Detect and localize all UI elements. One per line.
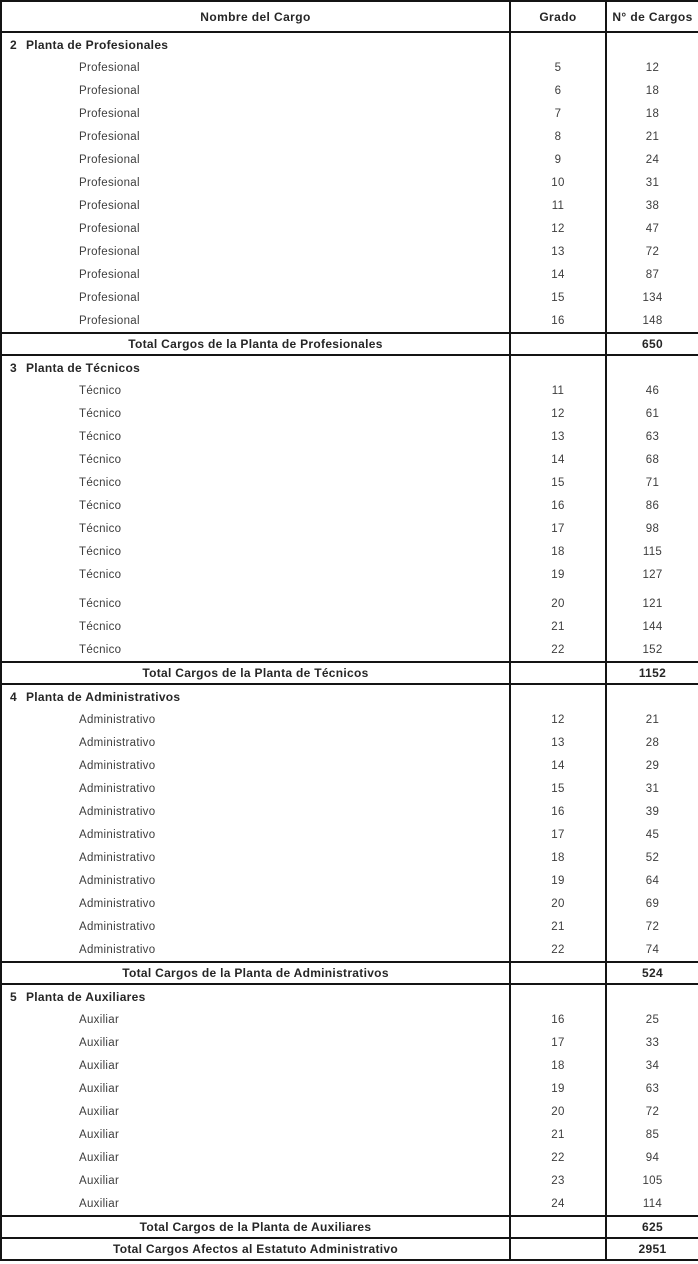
cargo-name-cell: Técnico: [79, 597, 122, 610]
num-cargos-cell: 52: [606, 846, 698, 869]
section-header-row: [1, 32, 698, 56]
num-cargos-cell: 18: [606, 79, 698, 102]
grado-cell: 11: [510, 194, 606, 217]
cargo-name-cell: Profesional: [79, 222, 140, 235]
num-cargos-cell: 105: [606, 1169, 698, 1192]
num-cargos-cell: 46: [606, 379, 698, 402]
cargo-name-cell: Técnico: [79, 568, 122, 581]
cargo-name-cell: Administrativo: [79, 759, 156, 772]
table-row: [1, 402, 698, 425]
section-total-row: [1, 333, 698, 355]
section-total-row: [1, 962, 698, 984]
col-header-nombre-del-cargo: Nombre del Cargo: [1, 1, 510, 32]
cargo-name-cell: Administrativo: [79, 920, 156, 933]
section-header-row: [1, 355, 698, 379]
table-row: [1, 1031, 698, 1054]
table-row: [1, 1146, 698, 1169]
total-label-cell: Total Cargos Afectos al Estatuto Administrativo: [1, 1238, 510, 1260]
cargo-name-cell: Profesional: [79, 268, 140, 281]
num-cargos-cell: 25: [606, 1008, 698, 1031]
num-cargos-cell: 144: [606, 615, 698, 638]
empty-cargos-cell: [606, 984, 698, 1008]
section-title: Planta de Profesionales: [25, 37, 169, 52]
grado-cell: 7: [510, 102, 606, 125]
grado-cell: 15: [510, 471, 606, 494]
grado-cell: 17: [510, 823, 606, 846]
num-cargos-cell: 68: [606, 448, 698, 471]
empty-grado-cell: [510, 684, 606, 708]
table-row: [1, 1192, 698, 1216]
grado-cell: 8: [510, 125, 606, 148]
grado-cell: 22: [510, 638, 606, 662]
table-row: [1, 1077, 698, 1100]
table-row: [1, 517, 698, 540]
num-cargos-cell: 21: [606, 708, 698, 731]
table-row: [1, 309, 698, 333]
num-cargos-cell: 86: [606, 494, 698, 517]
table-row: [1, 777, 698, 800]
cargo-name-cell: Administrativo: [79, 874, 156, 887]
num-cargos-cell: 24: [606, 148, 698, 171]
table-row: [1, 471, 698, 494]
grado-cell: 12: [510, 402, 606, 425]
table-row: [1, 240, 698, 263]
grado-cell: 22: [510, 938, 606, 962]
table-row: [1, 171, 698, 194]
total-label-cell: Total Cargos de la Planta de Auxiliares: [1, 1216, 510, 1238]
empty-cargos-cell: [606, 684, 698, 708]
cargo-name-cell: Profesional: [79, 107, 140, 120]
table-row: [1, 540, 698, 563]
cargo-name-cell: Auxiliar: [79, 1013, 120, 1026]
num-cargos-cell: 12: [606, 56, 698, 79]
table-row: [1, 731, 698, 754]
cargo-name-cell: Administrativo: [79, 943, 156, 956]
grado-cell: 19: [510, 869, 606, 892]
grado-cell: 18: [510, 1054, 606, 1077]
num-cargos-cell: 152: [606, 638, 698, 662]
num-cargos-cell: 63: [606, 425, 698, 448]
table-row: [1, 494, 698, 517]
cargo-name-cell: Profesional: [79, 291, 140, 304]
total-value-cell: 1152: [606, 662, 698, 684]
grado-cell: 5: [510, 56, 606, 79]
table-row: [1, 708, 698, 731]
table-row: [1, 425, 698, 448]
num-cargos-cell: 31: [606, 171, 698, 194]
section-number: 3: [10, 360, 17, 375]
cargo-name-cell: Profesional: [79, 176, 140, 189]
col-header-num-cargos: N° de Cargos: [606, 1, 698, 32]
table-row: [1, 263, 698, 286]
grado-cell: 20: [510, 892, 606, 915]
grado-cell: 18: [510, 540, 606, 563]
section-title-cell: [1, 355, 510, 379]
section-title: Planta de Administrativos: [25, 689, 181, 704]
table-row: [1, 448, 698, 471]
empty-grado-cell: [510, 662, 606, 684]
num-cargos-cell: 45: [606, 823, 698, 846]
cargo-name-cell: Auxiliar: [79, 1151, 120, 1164]
grand-total-row: [1, 1238, 698, 1260]
grado-cell: 13: [510, 731, 606, 754]
table-row: [1, 379, 698, 402]
num-cargos-cell: 29: [606, 754, 698, 777]
cargo-name-cell: Técnico: [79, 545, 122, 558]
num-cargos-cell: 61: [606, 402, 698, 425]
empty-cargos-cell: [606, 32, 698, 56]
empty-grado-cell: [510, 984, 606, 1008]
cargo-name-cell: Auxiliar: [79, 1082, 120, 1095]
table-row: [1, 938, 698, 962]
table-row: [1, 102, 698, 125]
grado-cell: 19: [510, 563, 606, 586]
section-title-cell: [1, 984, 510, 1008]
num-cargos-cell: 47: [606, 217, 698, 240]
cargo-name-cell: Técnico: [79, 499, 122, 512]
empty-grado-cell: [510, 355, 606, 379]
empty-grado-cell: [510, 1238, 606, 1260]
section-title: Planta de Técnicos: [25, 360, 141, 375]
num-cargos-cell: 38: [606, 194, 698, 217]
cargo-name-cell: Administrativo: [79, 713, 156, 726]
section-header-row: [1, 684, 698, 708]
num-cargos-cell: 31: [606, 777, 698, 800]
table-row: [1, 1100, 698, 1123]
table-row: [1, 217, 698, 240]
grado-cell: 14: [510, 754, 606, 777]
cargo-name-cell: Administrativo: [79, 897, 156, 910]
total-value-cell: 625: [606, 1216, 698, 1238]
grado-cell: 22: [510, 1146, 606, 1169]
cargo-name-cell: Técnico: [79, 384, 122, 397]
num-cargos-cell: 148: [606, 309, 698, 333]
total-value-cell: 524: [606, 962, 698, 984]
cargo-name-cell: Auxiliar: [79, 1105, 120, 1118]
empty-grado-cell: [510, 333, 606, 355]
table-row: [1, 846, 698, 869]
num-cargos-cell: 72: [606, 240, 698, 263]
grado-cell: 13: [510, 425, 606, 448]
total-value-cell: 2951: [606, 1238, 698, 1260]
table-row: [1, 586, 698, 615]
cargo-name-cell: Auxiliar: [79, 1036, 120, 1049]
total-label-cell: Total Cargos de la Planta de Técnicos: [1, 662, 510, 684]
table-body: [1, 32, 698, 1260]
table-row: [1, 286, 698, 309]
table-header: [1, 1, 698, 32]
cargo-name-cell: Administrativo: [79, 782, 156, 795]
cargo-name-cell: Profesional: [79, 199, 140, 212]
grado-cell: 23: [510, 1169, 606, 1192]
section-number: 2: [10, 37, 17, 52]
table-row: [1, 56, 698, 79]
cargo-name-cell: Técnico: [79, 620, 122, 633]
cargo-name-cell: Técnico: [79, 643, 122, 656]
grado-cell: 16: [510, 494, 606, 517]
cargo-name-cell: Técnico: [79, 430, 122, 443]
cargo-name-cell: Técnico: [79, 453, 122, 466]
section-number: 5: [10, 989, 17, 1004]
grado-cell: 17: [510, 1031, 606, 1054]
empty-cargos-cell: [606, 355, 698, 379]
grado-cell: 16: [510, 1008, 606, 1031]
num-cargos-cell: 33: [606, 1031, 698, 1054]
num-cargos-cell: 34: [606, 1054, 698, 1077]
table-row: [1, 563, 698, 586]
num-cargos-cell: 72: [606, 915, 698, 938]
cargo-name-cell: Administrativo: [79, 828, 156, 841]
section-total-row: [1, 1216, 698, 1238]
num-cargos-cell: 71: [606, 471, 698, 494]
section-number: 4: [10, 689, 17, 704]
cargo-name-cell: Técnico: [79, 407, 122, 420]
grado-cell: 12: [510, 217, 606, 240]
table-row: [1, 1123, 698, 1146]
table-row: [1, 892, 698, 915]
grado-cell: 11: [510, 379, 606, 402]
grado-cell: 24: [510, 1192, 606, 1216]
num-cargos-cell: 87: [606, 263, 698, 286]
num-cargos-cell: 121: [606, 586, 698, 615]
empty-grado-cell: [510, 962, 606, 984]
grado-cell: 14: [510, 448, 606, 471]
table-row: [1, 1169, 698, 1192]
grado-cell: 21: [510, 1123, 606, 1146]
cargo-name-cell: Auxiliar: [79, 1128, 120, 1141]
num-cargos-cell: 63: [606, 1077, 698, 1100]
cargo-name-cell: Administrativo: [79, 805, 156, 818]
num-cargos-cell: 39: [606, 800, 698, 823]
num-cargos-cell: 114: [606, 1192, 698, 1216]
grado-cell: 13: [510, 240, 606, 263]
table-header-row: [1, 1, 698, 32]
grado-cell: 12: [510, 708, 606, 731]
section-title-cell: [1, 32, 510, 56]
grado-cell: 19: [510, 1077, 606, 1100]
table-row: [1, 615, 698, 638]
table-row: [1, 1054, 698, 1077]
table-row: [1, 754, 698, 777]
section-title: Planta de Auxiliares: [25, 989, 146, 1004]
num-cargos-cell: 21: [606, 125, 698, 148]
empty-grado-cell: [510, 1216, 606, 1238]
col-header-grado: Grado: [510, 1, 606, 32]
total-label-cell: Total Cargos de la Planta de Profesionales: [1, 333, 510, 355]
num-cargos-cell: 115: [606, 540, 698, 563]
total-value-cell: 650: [606, 333, 698, 355]
cargo-name-cell: Auxiliar: [79, 1197, 120, 1210]
cargo-name-cell: Profesional: [79, 130, 140, 143]
grado-cell: 16: [510, 309, 606, 333]
num-cargos-cell: 85: [606, 1123, 698, 1146]
num-cargos-cell: 72: [606, 1100, 698, 1123]
table-row: [1, 638, 698, 662]
table-row: [1, 869, 698, 892]
table-row: [1, 148, 698, 171]
cargo-name-cell: Profesional: [79, 153, 140, 166]
grado-cell: 14: [510, 263, 606, 286]
table-row: [1, 125, 698, 148]
table-row: [1, 79, 698, 102]
grado-cell: 20: [510, 1100, 606, 1123]
section-header-row: [1, 984, 698, 1008]
num-cargos-cell: 18: [606, 102, 698, 125]
grado-cell: 9: [510, 148, 606, 171]
num-cargos-cell: 134: [606, 286, 698, 309]
num-cargos-cell: 69: [606, 892, 698, 915]
cargo-name-cell: Auxiliar: [79, 1174, 120, 1187]
cargo-name-cell: Profesional: [79, 314, 140, 327]
grado-cell: 21: [510, 615, 606, 638]
cargo-name-cell: Técnico: [79, 476, 122, 489]
num-cargos-cell: 74: [606, 938, 698, 962]
cargo-name-cell: Administrativo: [79, 851, 156, 864]
num-cargos-cell: 28: [606, 731, 698, 754]
total-label-cell: Total Cargos de la Planta de Administrativos: [1, 962, 510, 984]
grado-cell: 18: [510, 846, 606, 869]
cargo-name-cell: Auxiliar: [79, 1059, 120, 1072]
table-row: [1, 800, 698, 823]
cargo-name-cell: Profesional: [79, 84, 140, 97]
grado-cell: 15: [510, 286, 606, 309]
cargo-name-cell: Técnico: [79, 522, 122, 535]
num-cargos-cell: 127: [606, 563, 698, 586]
grado-cell: 21: [510, 915, 606, 938]
table-row: [1, 823, 698, 846]
cargo-name-cell: Profesional: [79, 245, 140, 258]
grado-cell: 16: [510, 800, 606, 823]
table-row: [1, 1008, 698, 1031]
table-row: [1, 194, 698, 217]
empty-grado-cell: [510, 32, 606, 56]
grado-cell: 15: [510, 777, 606, 800]
section-title-cell: [1, 684, 510, 708]
grado-cell: 10: [510, 171, 606, 194]
cargo-name-cell: Administrativo: [79, 736, 156, 749]
grado-cell: 6: [510, 79, 606, 102]
table-row: [1, 915, 698, 938]
num-cargos-cell: 94: [606, 1146, 698, 1169]
num-cargos-cell: 64: [606, 869, 698, 892]
cargo-name-cell: Profesional: [79, 61, 140, 74]
section-total-row: [1, 662, 698, 684]
num-cargos-cell: 98: [606, 517, 698, 540]
grado-cell: 20: [510, 586, 606, 615]
grado-cell: 17: [510, 517, 606, 540]
